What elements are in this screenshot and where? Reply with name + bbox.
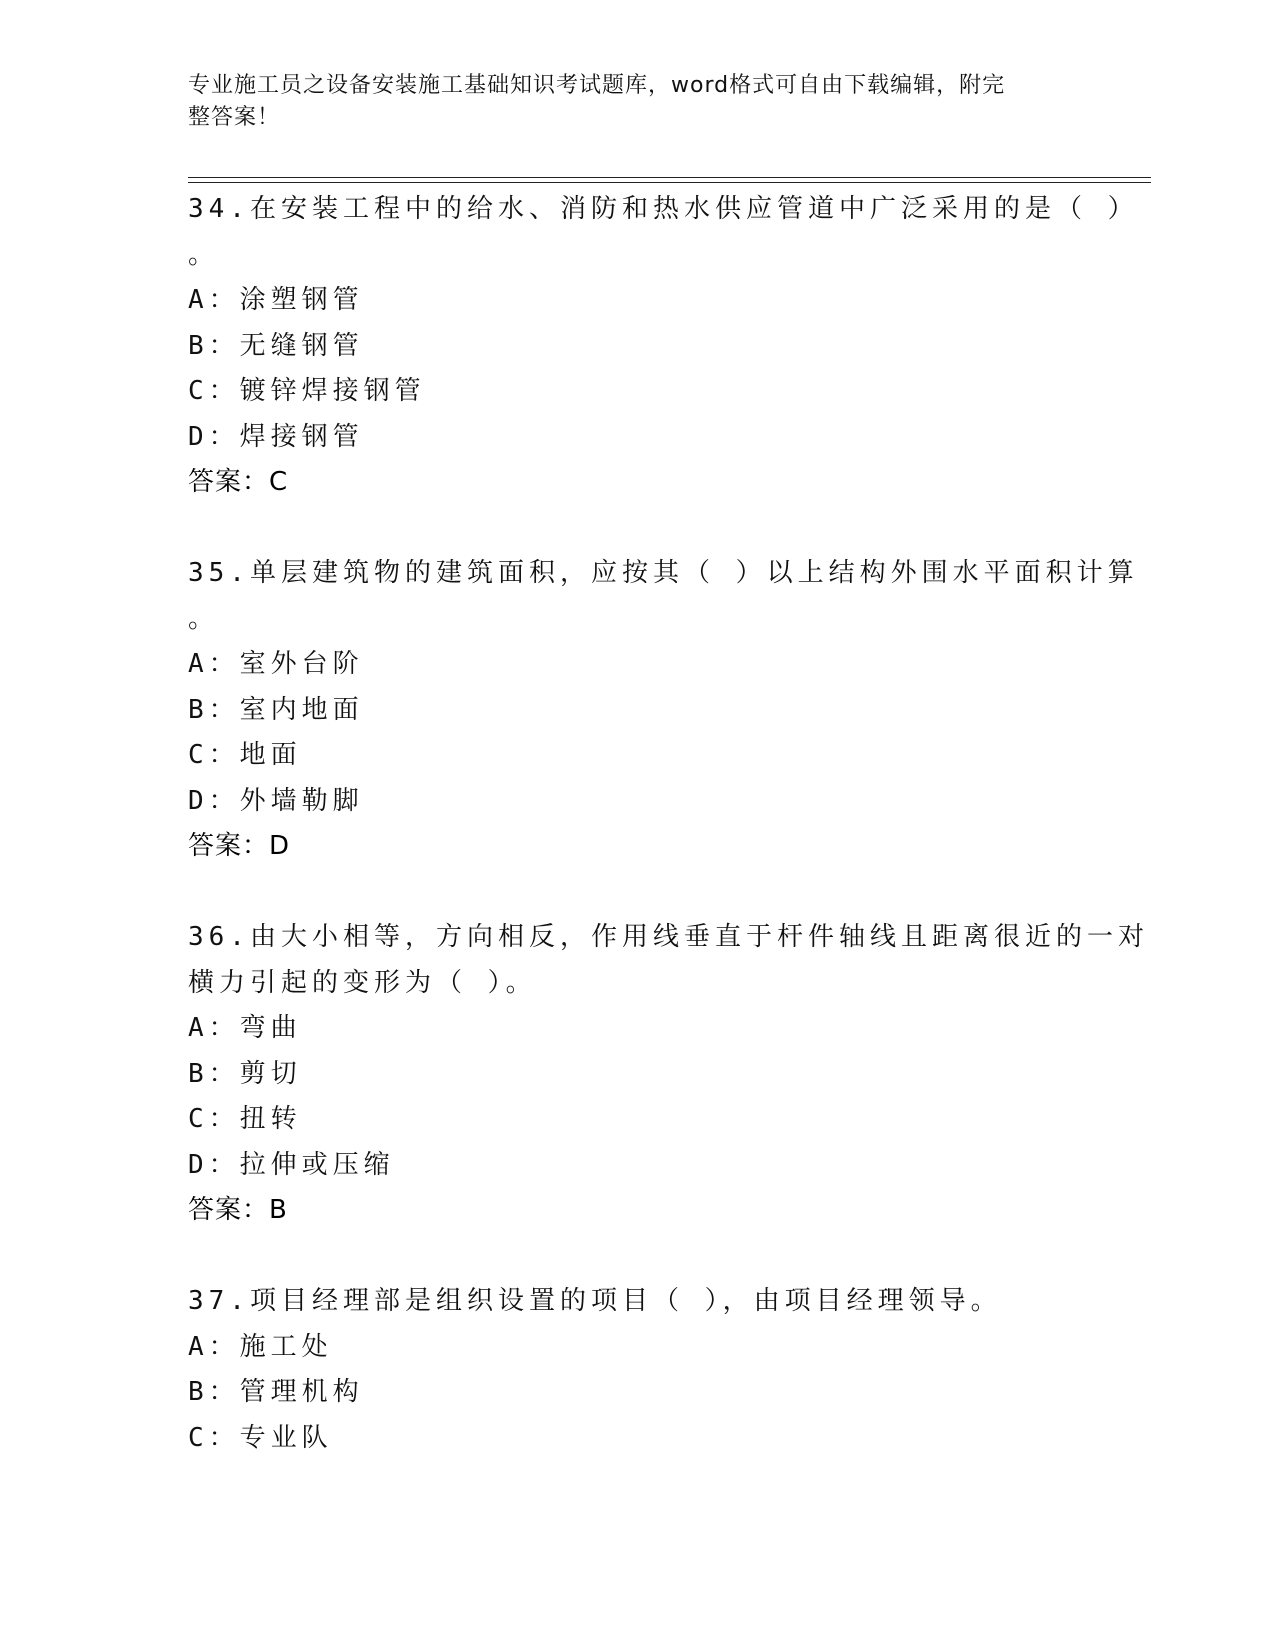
question-stem: 横力引起的变形为（ ）。 — [188, 967, 537, 998]
option-a: A：室外台阶 — [188, 649, 364, 679]
header-divider-bottom — [188, 182, 1151, 183]
option-c: C：扭转 — [188, 1104, 302, 1134]
question-37 — [188, 1279, 1088, 1461]
spacer — [188, 506, 1088, 552]
question-stem: 35.单层建筑物的建筑面积，应按其（ ）以上结构外围水平面积计算 — [188, 558, 1139, 588]
option-c: C：镀锌焊接钢管 — [188, 376, 426, 406]
option-a: A：涂塑钢管 — [188, 285, 364, 315]
answer: 答案：D — [188, 831, 291, 861]
option-d: D：拉伸或压缩 — [188, 1149, 395, 1180]
answer: 答案：B — [188, 1195, 288, 1225]
question-list — [188, 187, 1149, 1461]
option-b: B：剪切 — [188, 1058, 302, 1089]
document-intro — [188, 70, 1068, 134]
option-b: B：管理机构 — [188, 1377, 364, 1407]
option-d: D：外墙勒脚 — [188, 785, 364, 816]
question-34 — [188, 187, 1139, 506]
question-stem: 。 — [188, 239, 220, 270]
option-b: B：无缝钢管 — [188, 330, 364, 361]
question-stem: 34.在安装工程中的给水、消防和热水供应管道中广泛采用的是（ ） — [188, 194, 1139, 224]
option-d: D：焊接钢管 — [188, 421, 364, 452]
question-35 — [188, 551, 1139, 870]
option-c: C：地面 — [188, 740, 302, 770]
answer: 答案：C — [188, 467, 289, 497]
header-divider-top — [188, 177, 1151, 178]
spacer — [188, 1234, 1088, 1280]
question-36 — [188, 915, 1149, 1234]
option-b: B：室内地面 — [188, 694, 364, 725]
question-stem: 36.由大小相等，方向相反，作用线垂直于杆件轴线且距离很近的一对 — [188, 922, 1149, 952]
option-a: A：弯曲 — [188, 1013, 302, 1043]
question-stem: 。 — [188, 603, 220, 634]
intro-line-1: 专业施工员之设备安装施工基础知识考试题库，word格式可自由下载编辑，附完 — [188, 73, 1006, 98]
option-c: C：专业队 — [188, 1422, 333, 1453]
question-stem: 37.项目经理部是组织设置的项目（ ），由项目经理领导。 — [188, 1286, 1002, 1316]
intro-line-2: 整答案！ — [188, 105, 281, 130]
option-a: A：施工处 — [188, 1331, 333, 1362]
spacer — [188, 870, 1088, 916]
